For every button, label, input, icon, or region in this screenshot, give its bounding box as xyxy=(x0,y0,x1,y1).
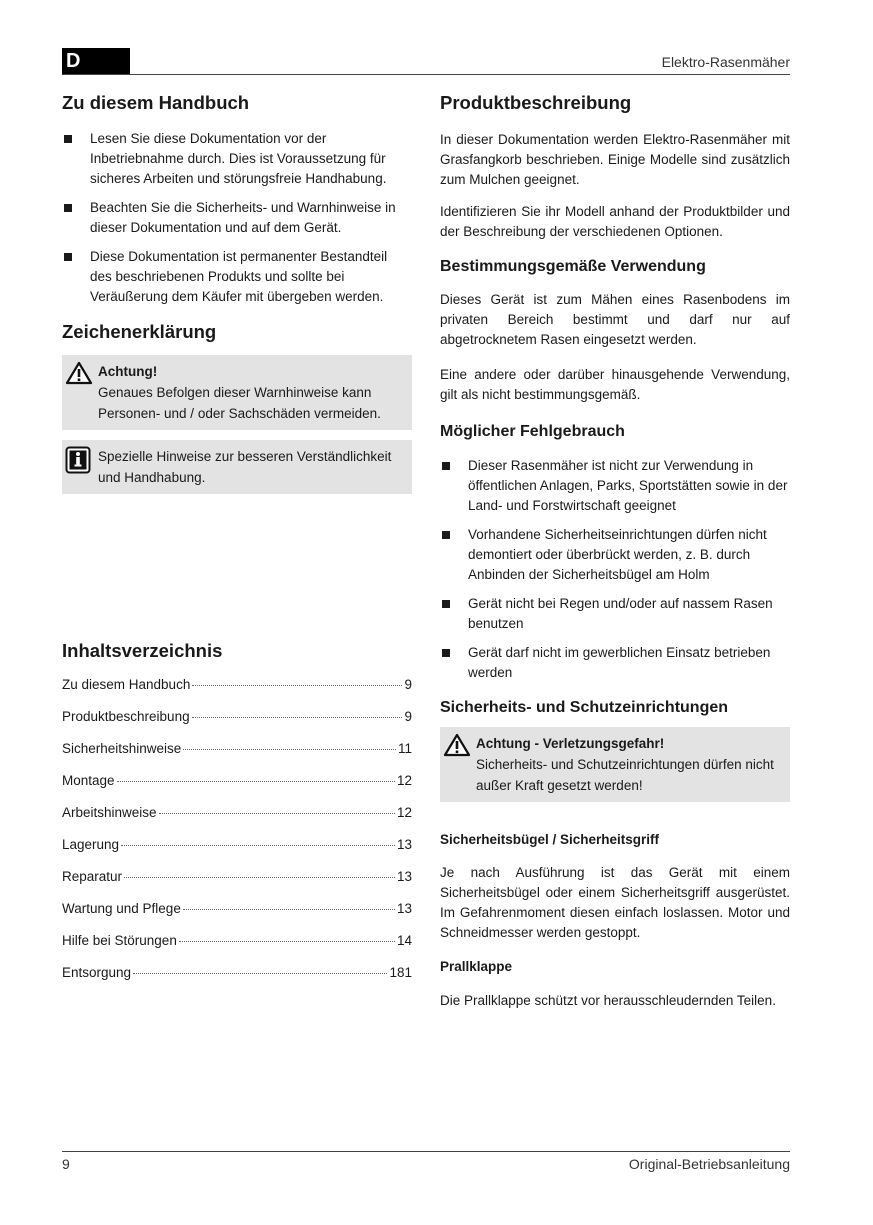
misuse-heading: Möglicher Fehlgebrauch xyxy=(440,423,625,440)
toc-entry[interactable]: Montage 12 xyxy=(62,773,412,788)
about-heading: Zu diesem Handbuch xyxy=(62,92,250,113)
list-item: Dieser Rasenmäher ist nicht zur Verwendung in öffentlichen Anlagen, Parks, Sportstätten sowie in der Land- und Forstwirtschaft geeignet xyxy=(440,456,790,516)
safety-warning-note xyxy=(440,727,790,802)
list-item: Gerät darf nicht im gewerblichen Einsatz betrieben werden xyxy=(440,643,790,683)
toc-list xyxy=(62,677,412,997)
header-title: Elektro-Rasenmäher xyxy=(661,54,790,70)
warning-triangle-icon xyxy=(65,361,93,391)
deflector-text: Die Prallklappe schützt vor herausschleudernden Teilen. xyxy=(440,993,776,1008)
toc-heading: Inhaltsverzeichnis xyxy=(62,640,223,661)
intended-use-heading: Bestimmungsgemäße Verwendung xyxy=(440,258,706,275)
toc-entry[interactable]: Arbeitshinweise 12 xyxy=(62,805,412,820)
list-item: Gerät nicht bei Regen und/oder auf nassem Rasen benutzen xyxy=(440,594,790,634)
warning-text: Genaues Befolgen dieser Warnhinweise kann Personen- und / oder Sachschäden vermeiden. xyxy=(98,385,381,421)
toc-entry[interactable]: Produktbeschreibung 9 xyxy=(62,709,412,724)
toc-entry[interactable]: Hilfe bei Störungen 14 xyxy=(62,933,412,948)
misuse-list xyxy=(440,456,790,683)
legend-heading: Zeichenerklärung xyxy=(62,321,217,342)
safety-warning-text: Sicherheits- und Schutzeinrichtungen dürfen nicht außer Kraft gesetzt werden! xyxy=(476,757,774,793)
info-icon xyxy=(65,446,91,480)
warning-triangle-icon xyxy=(443,733,471,763)
footer-rule xyxy=(62,1151,790,1152)
right-column xyxy=(440,90,790,1011)
list-item: Lesen Sie diese Dokumentation vor der Inbetriebnahme durch. Dies ist Voraussetzung für sicheres Arbeiten und störungsfreie Handhabung. xyxy=(62,129,412,189)
bullet-square-icon xyxy=(64,135,72,143)
warning-title: Achtung! xyxy=(98,364,158,379)
info-note xyxy=(62,440,412,494)
header-rule xyxy=(62,74,790,75)
footer-title: Original-Betriebsanleitung xyxy=(628,1156,790,1172)
safety-bar-text: Je nach Ausführung ist das Gerät mit einem Sicherheitsbügel oder einem Sicherheitsgriff ausgerüstet. Im Gefahrenmoment diesen einfach loslassen. Motor und Schneidmesser werden gestoppt. xyxy=(440,865,790,940)
toc-entry[interactable]: Lagerung 13 xyxy=(62,837,412,852)
toc-entry[interactable]: Zu diesem Handbuch 9 xyxy=(62,677,412,692)
about-list xyxy=(62,129,412,307)
list-item: Diese Dokumentation ist permanenter Bestandteil des beschriebenen Produkts und sollte bei Veräußerung dem Käufer mit übergeben werden. xyxy=(62,247,412,307)
language-badge: D xyxy=(62,48,130,75)
product-paragraph-1: In dieser Dokumentation werden Elektro-Rasenmäher mit Grasfangkorb beschrieben. Einige Modelle sind zusätzlich zum Mulchen geeignet. xyxy=(440,132,790,187)
toc-entry[interactable]: Entsorgung 181 xyxy=(62,965,412,980)
bullet-square-icon xyxy=(442,649,450,657)
intended-use-paragraph-1: Dieses Gerät ist zum Mähen eines Rasenbodens im privaten Bereich bestimmt und darf nur auf abgetrocknetem Rasen eingesetzt werden. xyxy=(440,292,790,347)
safety-heading: Sicherheits- und Schutzeinrichtungen xyxy=(440,699,729,716)
list-item: Vorhandene Sicherheitseinrichtungen dürfen nicht demontiert oder überbrückt werden, z. B. durch Anbinden der Sicherheitsbügel am Holm xyxy=(440,525,790,585)
list-item: Beachten Sie die Sicherheits- und Warnhinweise in dieser Dokumentation und auf dem Gerät. xyxy=(62,198,412,238)
intended-use-paragraph-2: Eine andere oder darüber hinausgehende Verwendung, gilt als nicht bestimmungsgemäß. xyxy=(440,367,790,402)
deflector-heading: Prallklappe xyxy=(440,959,513,974)
warning-note xyxy=(62,355,412,430)
bullet-square-icon xyxy=(64,204,72,212)
product-heading: Produktbeschreibung xyxy=(440,92,632,113)
product-paragraph-2: Identifizieren Sie ihr Modell anhand der Produktbilder und der Beschreibung der verschiedenen Optionen. xyxy=(440,204,790,239)
toc-entry[interactable]: Sicherheitshinweise 11 xyxy=(62,741,412,756)
safety-bar-heading: Sicherheitsbügel / Sicherheitsgriff xyxy=(440,832,660,847)
safety-warning-title: Achtung - Verletzungsgefahr! xyxy=(476,736,665,751)
toc-entry[interactable]: Wartung und Pflege 13 xyxy=(62,901,412,916)
page-number: 9 xyxy=(62,1156,70,1172)
bullet-square-icon xyxy=(442,531,450,539)
toc-entry[interactable]: Reparatur 13 xyxy=(62,869,412,884)
left-column xyxy=(62,90,412,997)
bullet-square-icon xyxy=(442,462,450,470)
bullet-square-icon xyxy=(64,253,72,261)
info-text: Spezielle Hinweise zur besseren Verständlichkeit und Handhabung. xyxy=(98,449,392,485)
bullet-square-icon xyxy=(442,600,450,608)
